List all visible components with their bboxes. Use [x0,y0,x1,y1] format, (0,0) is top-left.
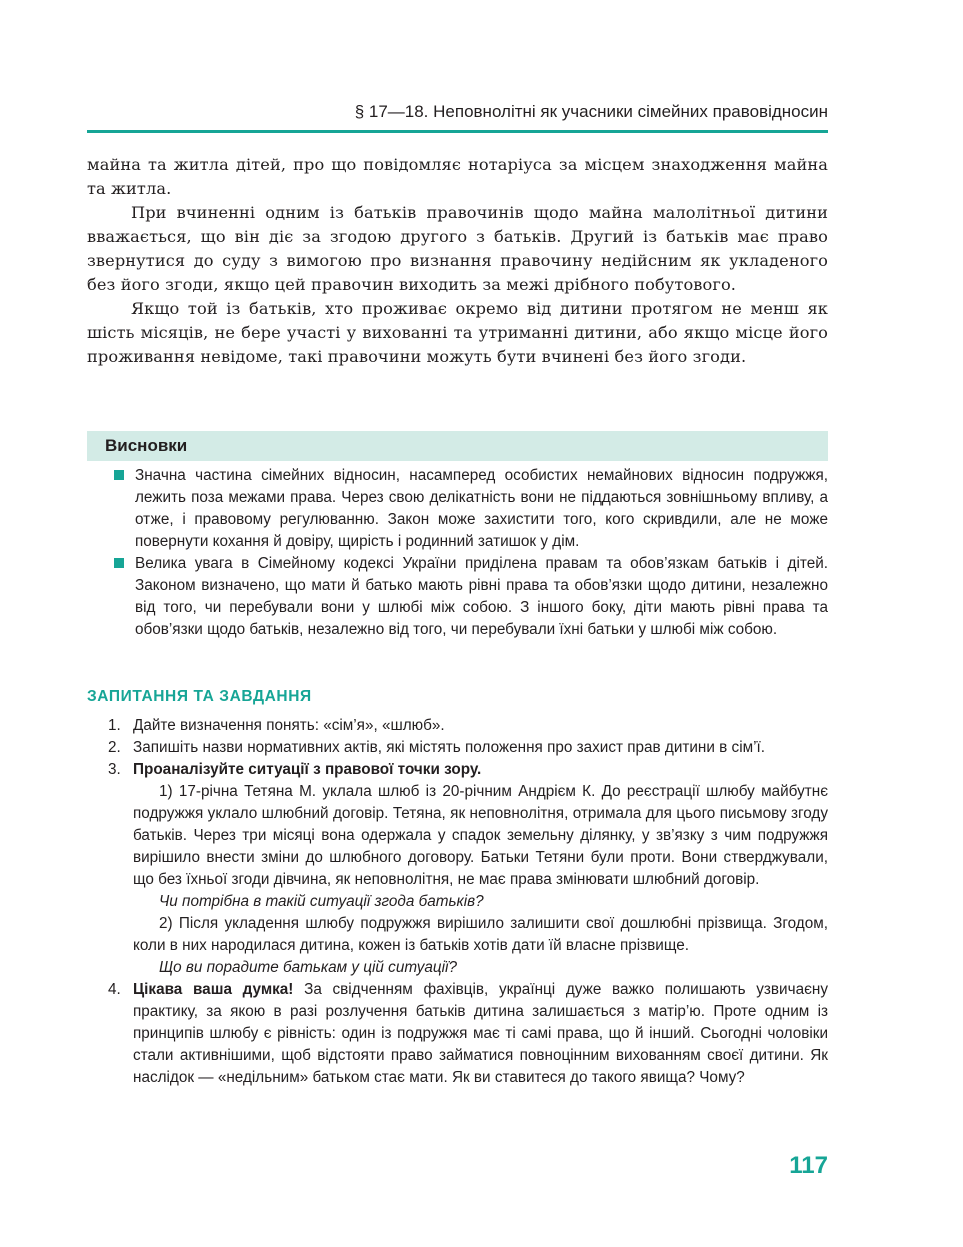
case-2-question: Що ви порадите батькам у цій ситуації? [159,959,457,976]
conclusion-item [135,465,828,553]
conclusion-text: Значна частина сімейних відносин, насамперед особистих немайнових відносин подружжя, лежить поза межами права. Через свою делікатність вони не піддаються зовнішньому впливу, а отже, і правовому регулюванню. Закон може захистити того, кого скривдили, але не може повернути кохання й довіру, щирість і родинний затишок у дім. [135,467,828,550]
case-1-text: 1) 17-річна Тетяна М. уклала шлюб із 20-річним Андрієм К. До реєстрації шлюбу майбутнє подружжя уклало шлюбний договір. Тетяна, як неповнолітня, отримала для цього письмову згоду батьків. Через три місяці вона одержала у спадок земельну ділянку, у зв’язку з чим подружжя вирішило внести зміни до шлюбного договору. Батьки Тетяни були проти. Вони стверджували, що без їхньої згоди дівчина, як неповнолітня, не має права змінювати шлюбний договір. [133,783,828,888]
question-text: Запишіть назви нормативних актів, які містять положення про захист прав дитини в сім’ї. [133,739,766,756]
case-1-question: Чи потрібна в такій ситуації згода батьків? [159,893,484,910]
running-header [87,98,828,133]
running-title: § 17—18. Неповнолітні як учасники сімейних правовідносин [354,102,828,121]
question-item [87,715,828,737]
question-text: Проаналізуйте ситуації з правової точки зору. [133,761,482,778]
paragraph-3: Якщо той із батьків, хто проживає окремо від дитини протягом не менш як шість місяців, не бере участі у вихованні та утриманні дитини, або якщо місце його проживання невідоме, такі правочини можуть бути вчинені без його згоди. [87,299,828,366]
conclusion-text: Велика увага в Сімейному кодексі України приділена правам та обов’язкам батьків і дітей. Законом визначено, що мати й батько мають рівні права та обов’язки щодо дитини, незалежно від того, чи перебували вони у шлюбі між собою. З іншого боку, діти мають рівні права та обов’язки щодо батьків, незалежно від того, чи перебували їхні батьки у шлюбі між собою. [135,555,828,638]
question-number: 3. [108,761,121,778]
question-number: 1. [108,717,121,734]
conclusions-title: Висновки [105,436,188,455]
question-item [87,759,828,979]
question-text: За свідченням фахівців, українці дуже важко полишають узвичаєну практику, за якою в разі розлучення батьків дитина залишається з матір’ю. Проте одним із принципів шлюбу є рівність: один із подружжя має ті самі права, що й інший. Сьогодні чоловіки стали активнішими, щоб відстояти право займатися повноцінним вихованням своєї дитини. Як наслідок — «недільним» батьком стає мати. Як ви ставитеся до такого явища? Чому? [133,981,828,1086]
square-bullet-icon [114,558,124,568]
question-item [87,737,828,759]
paragraph-2: При вчиненні одним із батьків правочинів щодо майна малолітньої дитини вважається, що він діє за згодою другого з батьків. Другий із батьків має право звернутися до суду з вимогою про визнання правочину недійсним як укладеного без його згоди, якщо цей правочин виходить за межі дрібного побутового. [87,203,828,294]
square-bullet-icon [114,470,124,480]
questions-list [87,715,828,1089]
case-2-text: 2) Після укладення шлюбу подружжя вирішило залишити свої дошлюбні прізвища. Згодом, коли в них народилася дитина, кожен із батьків хотів дати їй власне прізвище. [133,915,828,954]
questions-heading: ЗАПИТАННЯ ТА ЗАВДАННЯ [87,688,312,705]
question-number: 2. [108,739,121,756]
question-number: 4. [108,981,121,998]
question-text: Дайте визначення понять: «сім’я», «шлюб». [133,717,445,734]
question-lead: Цікава ваша думка! [133,981,294,998]
body-text [87,153,828,369]
conclusions-bar [87,431,828,461]
paragraph-1: майна та житла дітей, про що повідомляє нотаріуса за місцем знаходження майна та житла. [87,155,828,198]
question-item [87,979,828,1089]
page-number: 117 [789,1152,828,1179]
conclusions-list [135,465,828,641]
conclusion-item [135,553,828,641]
